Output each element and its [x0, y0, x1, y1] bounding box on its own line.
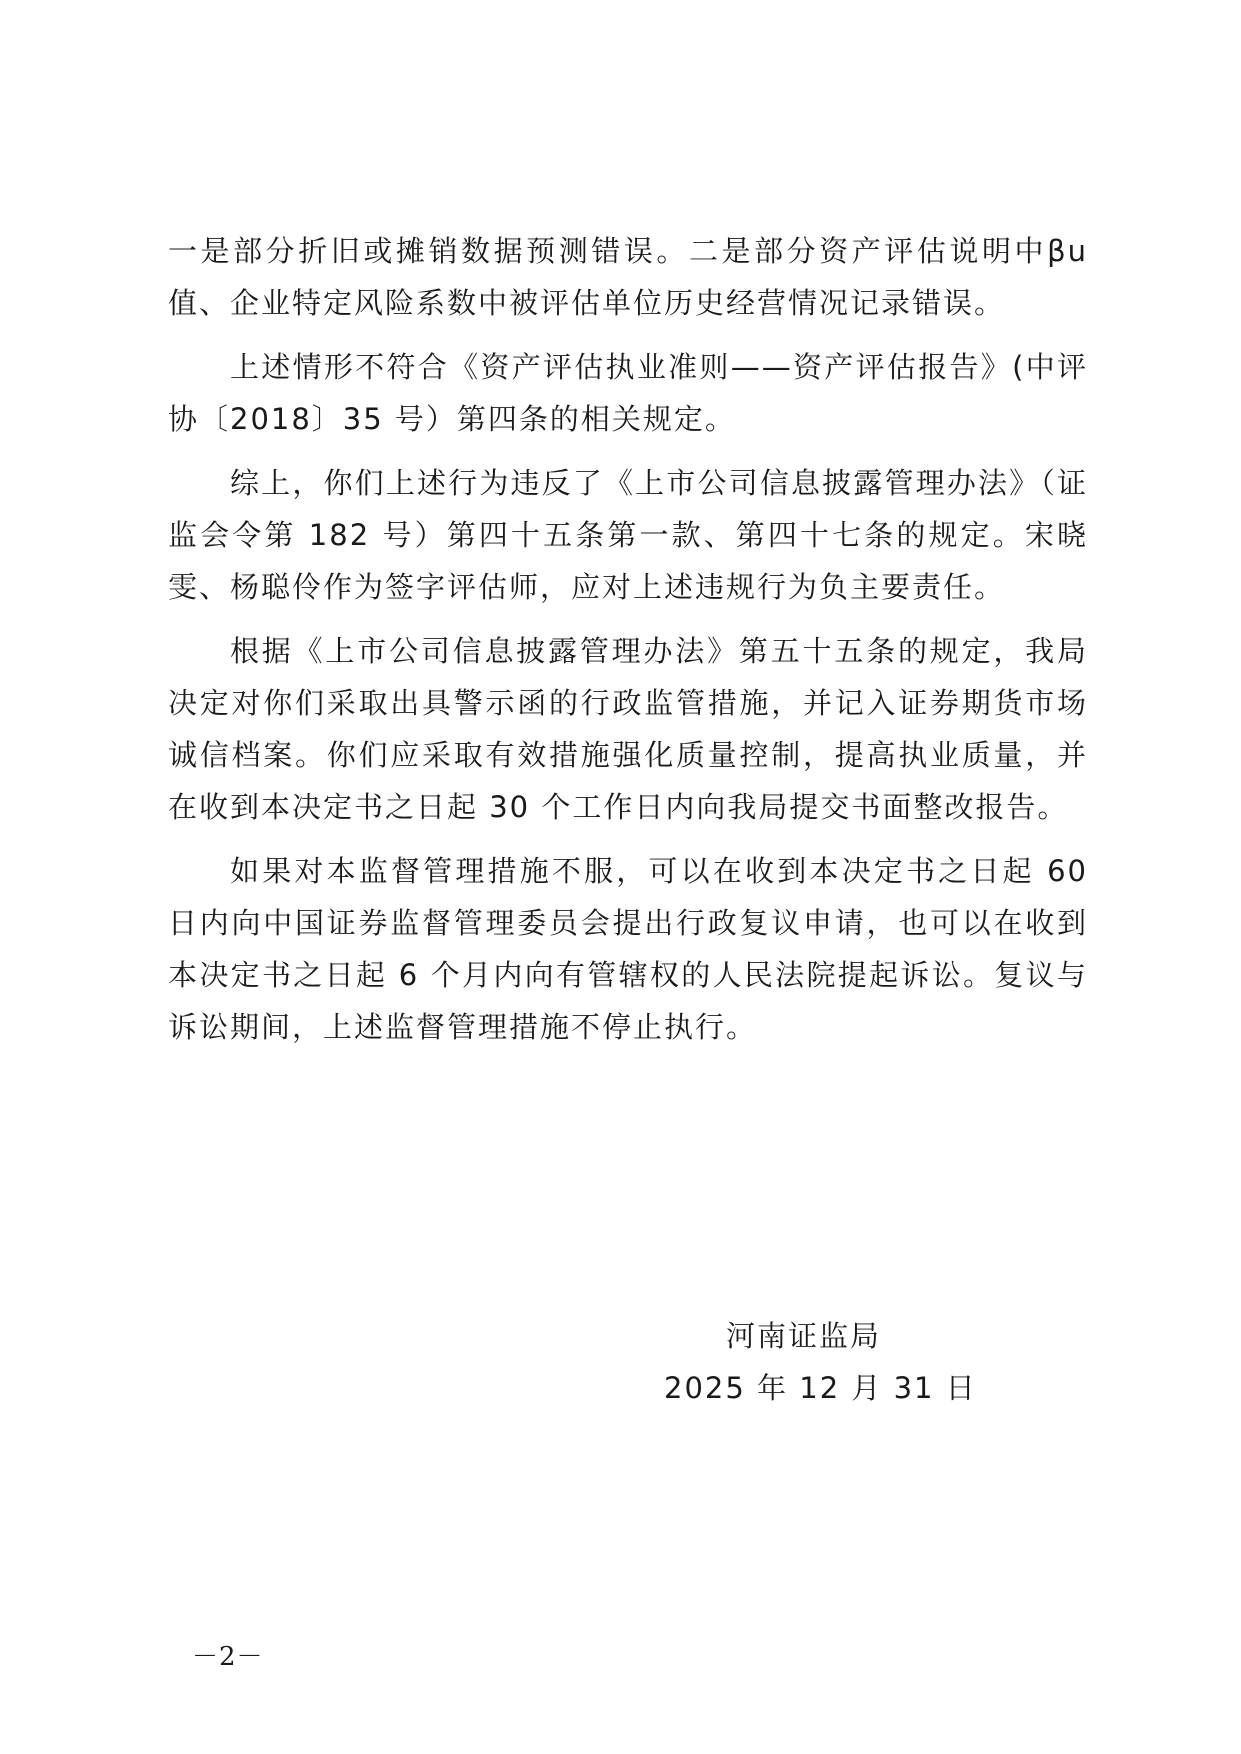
page-number: －2－ [192, 1642, 264, 1672]
issue-date: 2025 年 12 月 31 日 [664, 1371, 977, 1405]
document-body [168, 225, 1088, 1065]
paragraph-summary: 综上，你们上述行为违反了《上市公司信息披露管理办法》（证监会令第 182 号）第四十五条第一款、第四十七条的规定。宋晓雯、杨聪伶作为签字评估师，应对上述违规行为负主要责任。 [168, 466, 1088, 604]
paragraph-appeal-rights: 如果对本监督管理措施不服，可以在收到本决定书之日起 60 日内向中国证券监督管理委员会提出行政复议申请，也可以在收到本决定书之日起 6 个月内向有管辖权的人民法院提起诉讼。复议与诉讼期间，上述监督管理措施不停止执行。 [168, 854, 1088, 1044]
paragraph-decision: 根据《上市公司信息披露管理办法》第五十五条的规定，我局决定对你们采取出具警示函的行政监管措施，并记入证券期货市场诚信档案。你们应采取有效措施强化质量控制，提高执业质量，并在收到本决定书之日起 30 个工作日内向我局提交书面整改报告。 [168, 634, 1088, 824]
issuer-name: 河南证监局 [726, 1319, 882, 1353]
paragraph-error-details: 一是部分折旧或摊销数据预测错误。二是部分资产评估说明中βu 值、企业特定风险系数中被评估单位历史经营情况记录错误。 [168, 234, 1088, 320]
paragraph-standard-violation: 上述情形不符合《资产评估执业准则——资产评估报告》(中评协〔2018〕35 号）第四条的相关规定。 [168, 350, 1088, 436]
